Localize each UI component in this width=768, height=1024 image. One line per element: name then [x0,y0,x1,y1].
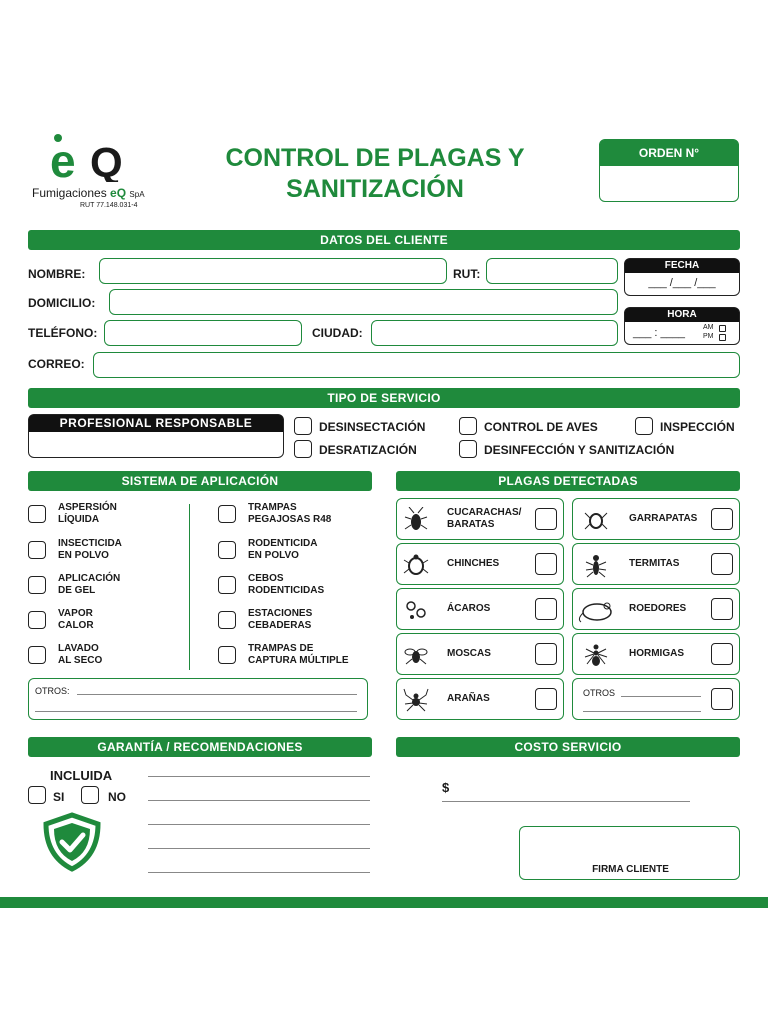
svg-text:Q: Q [90,139,123,182]
recommendation-line-5 [148,872,370,873]
pest-termitas[interactable] [572,543,740,585]
brand-line [32,186,145,200]
pest-roedores[interactable] [572,588,740,630]
signature-box[interactable] [519,826,740,880]
pm-checkbox[interactable] [719,334,726,341]
moscas-label: MOSCAS [447,648,491,659]
insecticida-label: INSECTICIDA EN POLVO [58,538,122,561]
cost-line [442,801,690,802]
moscas-checkbox[interactable] [535,643,557,665]
aspersion-label: ASPERSIÓN LÍQUIDA [58,502,117,525]
am-checkbox[interactable] [719,325,726,332]
recommendation-line-2 [148,800,370,801]
currency-symbol: $ [442,780,450,795]
rodenticida-label: RODENTICIDA EN POLVO [248,538,318,561]
fly-icon [403,642,429,668]
pest-acaros[interactable] [396,588,564,630]
phone-label: TELÉFONO: [28,326,98,340]
pest-moscas[interactable] [396,633,564,675]
application-others-label: OTROS: [35,686,70,696]
lavado-checkbox[interactable] [28,646,46,664]
desinfeccion-checkbox[interactable] [459,440,477,458]
roedores-label: ROEDORES [629,603,687,614]
guarantee-section-header: GARANTÍA / RECOMENDACIONES [28,737,372,757]
bedbug-icon [403,552,429,578]
order-box[interactable] [599,139,739,202]
desinfeccion-label: DESINFECCIÓN Y SANITIZACIÓN [484,443,675,457]
hormigas-checkbox[interactable] [711,643,733,665]
inspeccion-label: INSPECCIÓN [660,420,735,434]
pest-others-line-2 [583,711,701,712]
brand-suffix: eQ [110,186,127,200]
pest-others-line-1 [621,696,701,697]
acaros-label: ÁCAROS [447,603,491,614]
recommendation-line-1 [148,776,370,777]
pest-cucarachas[interactable] [396,498,564,540]
rut-field[interactable] [486,258,618,284]
rut-label: RUT: [453,267,481,281]
company-rut: RUT 77.148.031-4 [80,202,138,209]
aspersion-checkbox[interactable] [28,505,46,523]
ant-icon [583,642,609,668]
time-box[interactable] [624,307,740,345]
chinches-label: CHINCHES [447,558,500,569]
estaciones-label: ESTACIONES CEBADERAS [248,608,313,631]
pests-section-header: PLAGAS DETECTADAS [396,471,740,491]
phone-field[interactable] [104,320,302,346]
professional-box[interactable] [28,414,284,458]
application-others-box[interactable] [28,678,368,720]
cucarachas-label: CUCARACHAS/ BARATAS [447,507,522,530]
guarantee-yes-checkbox[interactable] [28,786,46,804]
email-label: CORREO: [28,357,85,371]
roedores-checkbox[interactable] [711,598,733,620]
am-label: AM [703,324,714,331]
estaciones-checkbox[interactable] [218,611,236,629]
inspeccion-checkbox[interactable] [635,417,653,435]
captura-checkbox[interactable] [218,646,236,664]
signature-label: FIRMA CLIENTE [592,864,669,875]
cebos-label: CEBOS RODENTICIDAS [248,573,325,596]
pest-chinches[interactable] [396,543,564,585]
application-divider [189,504,190,670]
captura-label: TRAMPAS DE CAPTURA MÚLTIPLE [248,643,349,666]
desratizacion-label: DESRATIZACIÓN [319,443,417,457]
guarantee-no-label: NO [108,790,126,804]
rodent-icon [577,597,617,623]
pest-aranas[interactable] [396,678,564,720]
gel-label: APLICACIÓN DE GEL [58,573,121,596]
desinsectacion-label: DESINSECTACIÓN [319,420,426,434]
lavado-label: LAVADO AL SECO [58,643,103,666]
garrapatas-checkbox[interactable] [711,508,733,530]
time-label: HORA [625,308,739,322]
recommendation-line-3 [148,824,370,825]
vapor-label: VAPOR CALOR [58,608,94,631]
pest-hormigas[interactable] [572,633,740,675]
title-line-1: CONTROL DE PLAGAS Y [225,144,525,172]
desinsectacion-checkbox[interactable] [294,417,312,435]
control-aves-checkbox[interactable] [459,417,477,435]
pm-label: PM [703,333,714,340]
city-label: CIUDAD: [312,326,363,340]
rodenticida-checkbox[interactable] [218,541,236,559]
client-section-header: DATOS DEL CLIENTE [28,230,740,250]
email-field[interactable] [93,352,740,378]
service-section-header: TIPO DE SERVICIO [28,388,740,408]
professional-label: PROFESIONAL RESPONSABLE [29,415,283,432]
aranas-checkbox[interactable] [535,688,557,710]
recommendation-line-4 [148,848,370,849]
control-aves-label: CONTROL DE AVES [484,420,598,434]
pest-others-checkbox[interactable] [711,688,733,710]
termite-icon [583,552,609,578]
city-field[interactable] [371,320,618,346]
name-field[interactable] [99,258,447,284]
cockroach-icon [403,507,429,533]
gel-checkbox[interactable] [28,576,46,594]
brand-name: Fumigaciones [32,186,107,200]
spider-icon [403,687,429,713]
cucarachas-checkbox[interactable] [535,508,557,530]
pest-others-label: OTROS [583,688,616,698]
insecticida-checkbox[interactable] [28,541,46,559]
date-label: FECHA [625,259,739,273]
included-label: INCLUIDA [50,768,113,783]
tick-icon [583,507,609,533]
address-label: DOMICILIO: [28,296,96,310]
footer-bar [0,897,768,908]
svg-text:e: e [50,135,76,182]
termitas-checkbox[interactable] [711,553,733,575]
application-others-line-1 [77,694,357,695]
page-title [180,143,570,205]
cebos-checkbox[interactable] [218,576,236,594]
chinches-checkbox[interactable] [535,553,557,575]
date-value: ___ /___ /___ [648,277,716,289]
date-box[interactable] [624,258,740,296]
cost-section-header: COSTO SERVICIO [396,737,740,757]
address-field[interactable] [109,289,618,315]
title-line-2: SANITIZACIÓN [286,175,464,203]
acaros-checkbox[interactable] [535,598,557,620]
hormigas-label: HORMIGAS [629,648,684,659]
pest-garrapatas[interactable] [572,498,740,540]
brand-spa: SpA [129,190,145,199]
guarantee-yes-label: SI [53,790,65,804]
termitas-label: TERMITAS [629,558,680,569]
aranas-label: ARAÑAS [447,693,490,704]
desratizacion-checkbox[interactable] [294,440,312,458]
logo-mark [40,132,160,182]
vapor-checkbox[interactable] [28,611,46,629]
name-label: NOMBRE: [28,267,86,281]
guarantee-no-checkbox[interactable] [81,786,99,804]
application-section-header: SISTEMA DE APLICACIÓN [28,471,372,491]
shield-check-icon [40,812,104,872]
mite-icon [403,597,429,623]
trampas-pegajosas-checkbox[interactable] [218,505,236,523]
order-label: ORDEN N° [600,140,738,166]
time-value: ___ : ____ [633,327,685,339]
application-others-line-2 [35,711,357,712]
garrapatas-label: GARRAPATAS [629,513,698,524]
trampas-pegajosas-label: TRAMPAS PEGAJOSAS R48 [248,502,332,525]
logo [32,132,160,212]
pest-others[interactable] [572,678,740,720]
